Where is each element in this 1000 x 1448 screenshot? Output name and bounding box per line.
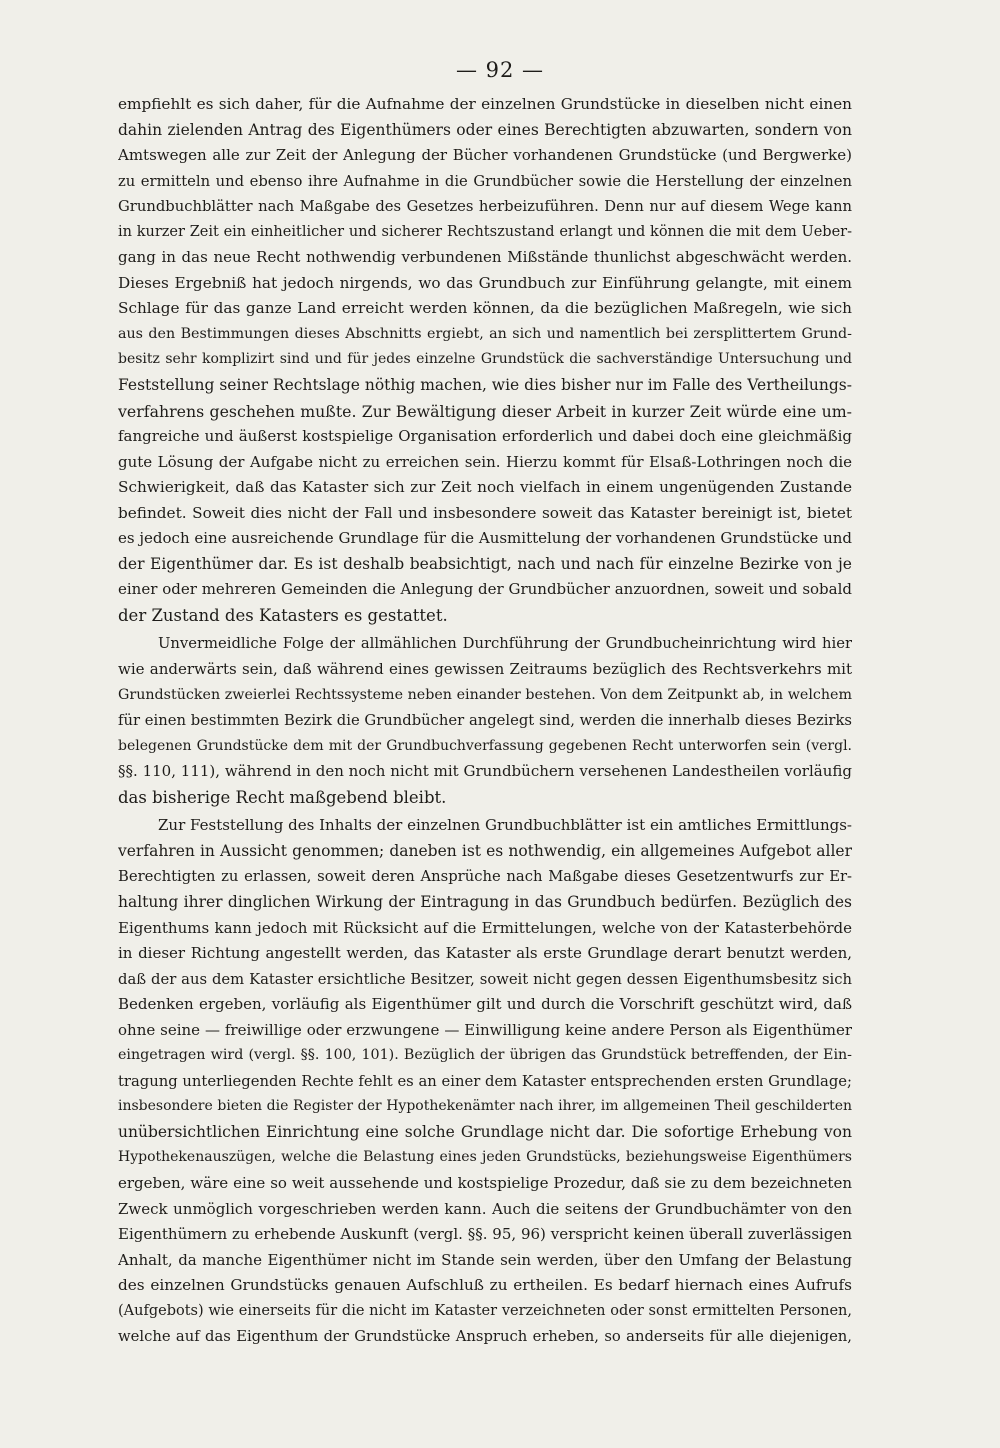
text-line: belegenen Grundstücke dem mit der Grundbuchverfassung gegebenen Recht unterworfen sein (vergl. — [118, 737, 852, 754]
text-line: besitz sehr komplizirt sind und für jedes einzelne Grundstück die sachverständige Untersuchung und — [118, 351, 852, 368]
text-line: es jedoch eine ausreichende Grundlage für die Ausmittelung der vorhandenen Grundstücke und — [118, 529, 852, 548]
text-line: haltung ihrer dinglichen Wirkung der Eintragung in das Grundbuch bedürfen. Bezüglich des — [118, 892, 852, 911]
text-line: daß der aus dem Kataster ersichtliche Besitzer, soweit nicht gegen dessen Eigenthumsbesitz sich — [118, 970, 852, 988]
text-line: Schwierigkeit, daß das Kataster sich zur Zeit noch vielfach in einem ungenügenden Zustande — [118, 478, 852, 497]
text-line: empfiehlt es sich daher, für die Aufnahme der einzelnen Grundstücke in dieselben nicht einen — [118, 95, 852, 113]
text-line: verfahrens geschehen mußte. Zur Bewältigung dieser Arbeit in kurzer Zeit würde eine um- — [118, 401, 852, 421]
text-line: in dieser Richtung angestellt werden, das Kataster als erste Grundlage derart benutzt werden, — [118, 944, 852, 963]
text-line: einer oder mehreren Gemeinden die Anlegung der Grundbücher anzuordnen, soweit und sobald — [118, 580, 852, 599]
text-line: Zur Feststellung des Inhalts der einzelnen Grundbuchblätter ist ein amtliches Ermittlungs- — [158, 816, 852, 835]
text-line: der Eigenthümer dar. Es ist deshalb beabsichtigt, nach und nach für einzelne Bezirke von je — [118, 554, 852, 573]
paragraph-1 — [118, 92, 852, 628]
text-line: unübersichtlichen Einrichtung eine solche Grundlage nicht dar. Die sofortige Erhebung von — [118, 1122, 852, 1141]
text-line: Unvermeidliche Folge der allmählichen Durchführung der Grundbucheinrichtung wird hier — [158, 635, 852, 653]
text-line: in kurzer Zeit ein einheitlicher und sicherer Rechtszustand erlangt und können die mit dem Ueber- — [118, 223, 852, 240]
text-line: Grundstücken zweierlei Rechtssysteme neben einander bestehen. Von dem Zeitpunkt ab, in welchem — [118, 686, 852, 703]
text-line: Grundbuchblätter nach Maßgabe des Gesetzes herbeizuführen. Denn nur auf diesem Wege kann — [118, 198, 852, 216]
text-line: insbesondere bieten die Register der Hypothekenämter nach ihrer, im allgemeinen Theil geschilderten — [118, 1098, 852, 1115]
text-line: Bedenken ergeben, vorläufig als Eigenthümer gilt und durch die Vorschrift geschützt wird, daß — [118, 995, 852, 1014]
text-line: des einzelnen Grundstücks genauen Aufschluß zu ertheilen. Es bedarf hiernach eines Aufrufs — [118, 1276, 852, 1295]
text-line: gang in das neue Recht nothwendig verbundenen Mißstände thunlichst abgeschwächt werden. — [118, 248, 852, 267]
text-line: Berechtigten zu erlassen, soweit deren Ansprüche nach Maßgabe dieses Gesetzentwurfs zur Er- — [118, 868, 852, 886]
text-line: welche auf das Eigenthum der Grundstücke Anspruch erheben, so anderseits für alle diejenigen, — [118, 1328, 852, 1346]
text-line: Amtswegen alle zur Zeit der Anlegung der Bücher vorhandenen Grundstücke (und Bergwerke) — [118, 146, 852, 165]
text-line: der Zustand des Katasters es gestattet. — [118, 605, 448, 625]
text-line: (Aufgebots) wie einerseits für die nicht im Kataster verzeichneten oder sonst ermittelten Personen, — [118, 1302, 852, 1319]
text-line: Dieses Ergebniß hat jedoch nirgends, wo das Grundbuch zur Einführung gelangte, mit einem — [118, 273, 852, 292]
text-line: fangreiche und äußerst kostspielige Organisation erforderlich und dabei doch eine gleichmäßig — [118, 427, 852, 446]
text-line: eingetragen wird (vergl. §§. 100, 101). Bezüglich der übrigen das Grundstück betreffenden, der Ein- — [118, 1047, 852, 1064]
text-line: Zweck unmöglich vorgeschrieben werden kann. Auch die seitens der Grundbuchämter von den — [118, 1199, 852, 1218]
paragraph-3 — [118, 813, 852, 1349]
paragraph-2 — [118, 631, 852, 810]
text-line: dahin zielenden Antrag des Eigenthümers oder eines Berechtigten abzuwarten, sondern von — [118, 120, 852, 139]
text-line: Eigenthümern zu erhebende Auskunft (vergl. §§. 95, 96) verspricht keinen überall zuverlässigen — [118, 1225, 852, 1244]
text-line: Eigenthums kann jedoch mit Rücksicht auf die Ermittelungen, welche von der Katasterbehörde — [118, 918, 852, 937]
text-line: verfahren in Aussicht genommen; daneben ist es nothwendig, ein allgemeines Aufgebot aller — [118, 841, 852, 860]
text-line: gute Lösung der Aufgabe nicht zu erreichen sein. Hierzu kommt für Elsaß-Lothringen noch die — [118, 452, 852, 471]
body-text — [118, 92, 852, 1350]
text-line: Hypothekenauszügen, welche die Belastung eines jeden Grundstücks, beziehungsweise Eigenthümers — [118, 1149, 852, 1166]
text-line: das bisherige Recht maßgebend bleibt. — [118, 787, 447, 807]
text-line: aus den Bestimmungen dieses Abschnitts ergiebt, an sich und namentlich bei zersplittertem Grund- — [118, 325, 852, 342]
text-line: zu ermitteln und ebenso ihre Aufnahme in die Grundbücher sowie die Herstellung der einzelnen — [118, 172, 852, 190]
text-line: Feststellung seiner Rechtslage nöthig machen, wie dies bisher nur im Falle des Vertheilungs- — [118, 376, 852, 395]
text-line: Anhalt, da manche Eigenthümer nicht im Stande sein werden, über den Umfang der Belastung — [118, 1250, 852, 1269]
text-line: ergeben, wäre eine so weit aussehende und kostspielige Prozedur, daß sie zu dem bezeichneten — [118, 1173, 852, 1192]
page-number: — 92 — — [455, 58, 545, 82]
text-line: Schlage für das ganze Land erreicht werden können, da die bezüglichen Maßregeln, wie sich — [118, 299, 852, 318]
text-line: wie anderwärts sein, daß während eines gewissen Zeitraums bezüglich des Rechtsverkehrs mit — [118, 660, 852, 679]
text-line: §§. 110, 111), während in den noch nicht mit Grundbüchern versehenen Landestheilen vorläufig — [118, 762, 852, 781]
text-line: tragung unterliegenden Rechte fehlt es an einer dem Kataster entsprechenden ersten Grundlage; — [118, 1072, 852, 1090]
text-line: ohne seine — freiwillige oder erzwungene — Einwilligung keine andere Person als Eigenthümer — [118, 1020, 852, 1039]
text-line: für einen bestimmten Bezirk die Grundbücher angelegt sind, werden die innerhalb dieses Bezirks — [118, 712, 852, 730]
text-line: befindet. Soweit dies nicht der Fall und insbesondere soweit das Kataster bereinigt ist, bietet — [118, 503, 852, 522]
